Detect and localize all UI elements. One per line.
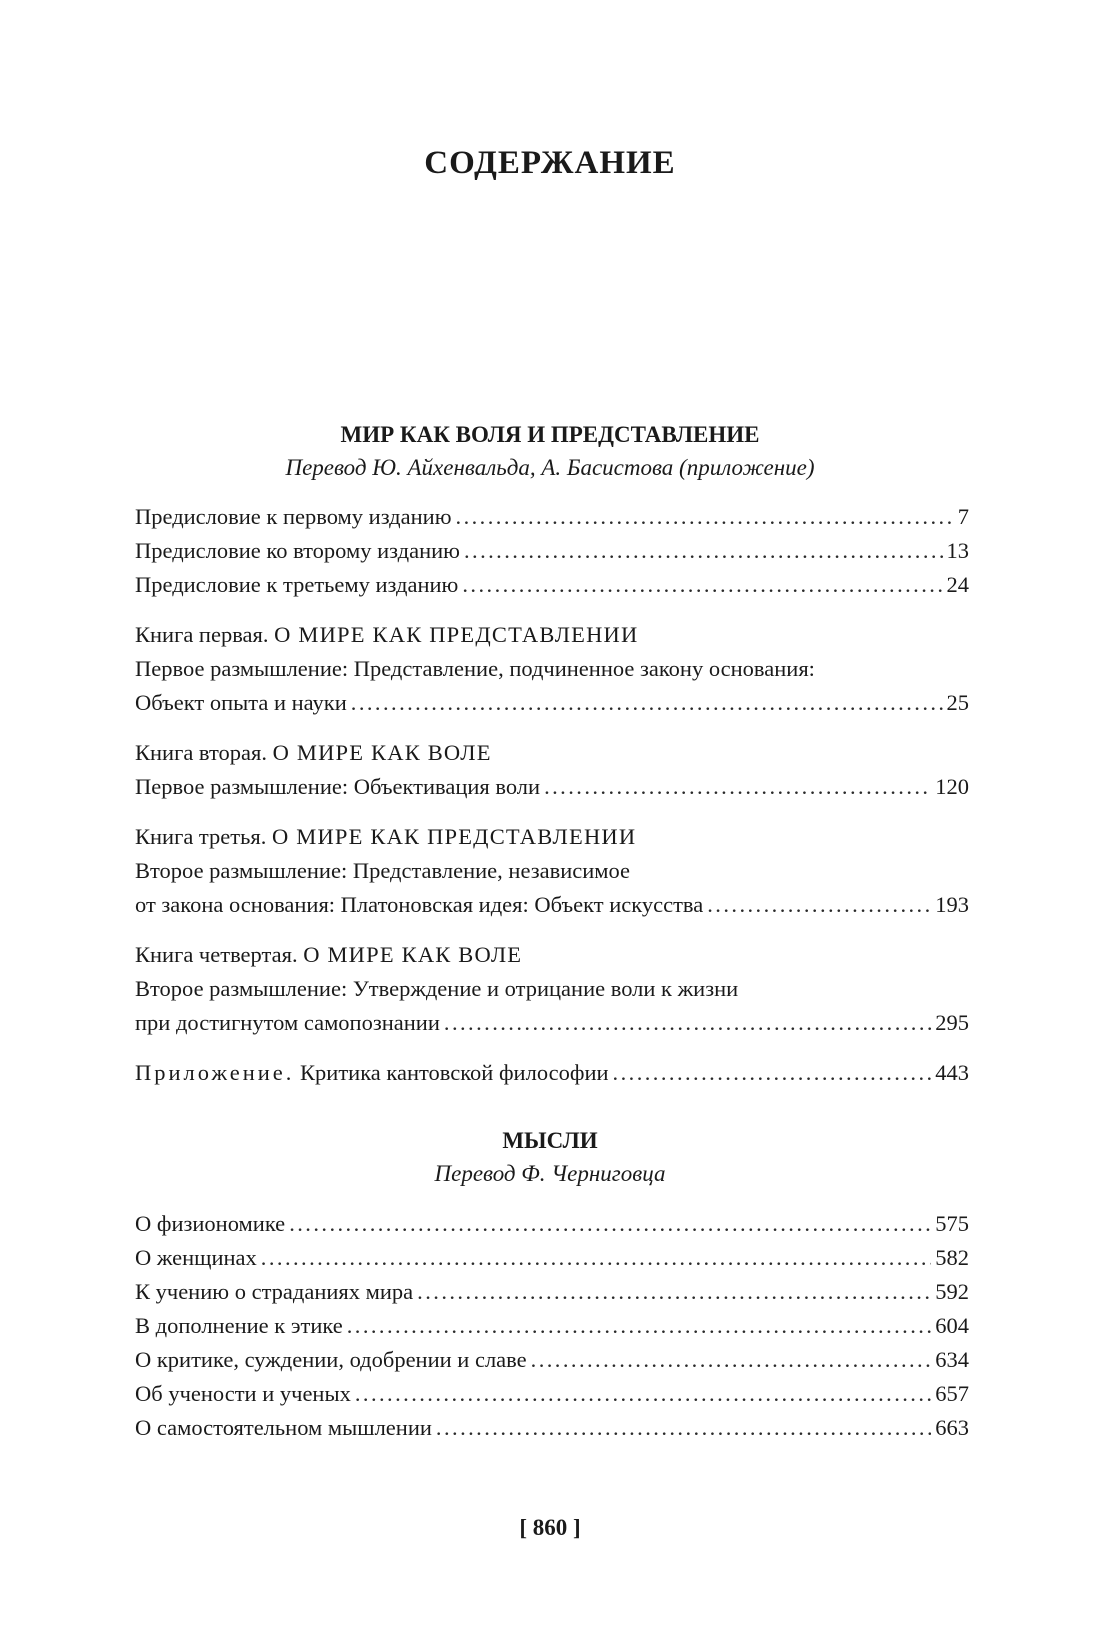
toc-entry[interactable] — [135, 1275, 969, 1309]
leader-dots — [261, 1241, 931, 1275]
toc-entry-title — [135, 1056, 609, 1090]
leader-dots — [544, 770, 931, 804]
toc-entry-title: О физиономике — [135, 1211, 286, 1236]
toc-entry-title: Об учености и ученых — [135, 1381, 351, 1406]
toc-entry-page: 634 — [935, 1347, 969, 1372]
toc-entry-title: Первое размышление: Объективация воли — [135, 774, 541, 799]
leader-dots — [355, 1377, 931, 1411]
book-heading — [135, 736, 969, 770]
toc-entry-page: 24 — [946, 572, 969, 597]
toc-entry[interactable] — [135, 1309, 969, 1343]
book-heading — [135, 618, 969, 652]
toc-entry[interactable] — [135, 686, 969, 720]
toc-entry-line: Первое размышление: Представление, подчиненное закону основания: — [135, 656, 815, 681]
leader-dots — [289, 1207, 931, 1241]
section-translator: Перевод Ф. Черниговца — [434, 1161, 666, 1186]
appendix-title: Критика кантовской философии — [300, 1060, 609, 1085]
toc-entry[interactable] — [135, 1006, 969, 1040]
toc-entry-page: 663 — [935, 1415, 969, 1440]
toc-entry-title: О женщинах — [135, 1245, 257, 1270]
toc-entry-title: Предисловие к третьему изданию — [135, 572, 459, 597]
toc-entry[interactable] — [135, 1207, 969, 1241]
toc-entry-title: О критике, суждении, одобрении и славе — [135, 1347, 527, 1372]
leader-dots — [531, 1343, 932, 1377]
leader-dots — [347, 1309, 932, 1343]
toc-entry-page: 443 — [935, 1060, 969, 1085]
toc-entry[interactable] — [135, 500, 969, 534]
toc-entry[interactable] — [135, 1343, 969, 1377]
toc-entry-line: Второе размышление: Представление, независимое — [135, 858, 631, 883]
appendix-label: Приложение. — [135, 1060, 295, 1085]
toc-entry-title: Предисловие ко второму изданию — [135, 538, 460, 563]
leader-dots — [462, 568, 942, 602]
book-label: Книга первая. — [135, 622, 269, 647]
book-title: О МИРЕ КАК ВОЛЕ — [272, 740, 492, 765]
toc-entry-line: Второе размышление: Утверждение и отрицание воли к жизни — [135, 976, 739, 1001]
section-translator: Перевод Ю. Айхенвальда, А. Басистова (приложение) — [285, 455, 815, 480]
toc-entry-title: К учению о страданиях мира — [135, 1279, 414, 1304]
book-heading — [135, 820, 969, 854]
toc-entry-title: Предисловие к первому изданию — [135, 504, 452, 529]
toc-entry-title: О самостоятельном мышлении — [135, 1415, 432, 1440]
section-heading-world-as-will: МИР КАК ВОЛЯ И ПРЕДСТАВЛЕНИЕ — [340, 422, 760, 447]
leader-dots — [613, 1056, 932, 1090]
page-title: СОДЕРЖАНИЕ — [424, 145, 676, 181]
toc-entry-title: от закона основания: Платоновская идея: Объект искусства — [135, 892, 704, 917]
leader-dots — [436, 1411, 931, 1445]
toc-entry-page: 604 — [935, 1313, 969, 1338]
leader-dots — [456, 500, 954, 534]
toc-entry-title: Объект опыта и науки — [135, 690, 347, 715]
leader-dots — [417, 1275, 931, 1309]
toc-entry-page: 25 — [946, 690, 969, 715]
toc-entry-page: 582 — [935, 1245, 969, 1270]
toc-entry-page: 193 — [935, 892, 969, 917]
toc-entry-page: 575 — [935, 1211, 969, 1236]
book-heading — [135, 938, 969, 972]
leader-dots — [464, 534, 943, 568]
toc-entry[interactable] — [135, 1241, 969, 1275]
toc-entry[interactable] — [135, 534, 969, 568]
book-label: Книга вторая. — [135, 740, 267, 765]
leader-dots — [351, 686, 943, 720]
toc-entry-page: 295 — [935, 1010, 969, 1035]
toc-entry-page: 7 — [957, 504, 969, 529]
toc-entry[interactable] — [135, 770, 969, 804]
toc-entry[interactable] — [135, 888, 969, 922]
toc-entry-page: 592 — [935, 1279, 969, 1304]
toc-entry-title: В дополнение к этике — [135, 1313, 343, 1338]
book-title: О МИРЕ КАК ВОЛЕ — [303, 942, 523, 967]
toc-entry-title: при достигнутом самопознании — [135, 1010, 440, 1035]
book-title: О МИРЕ КАК ПРЕДСТАВЛЕНИИ — [274, 622, 639, 647]
page-number: [ 860 ] — [519, 1515, 581, 1540]
book-label: Книга четвертая. — [135, 942, 298, 967]
leader-dots — [444, 1006, 931, 1040]
toc-entry[interactable] — [135, 1411, 969, 1445]
section-heading-thoughts: МЫСЛИ — [502, 1128, 598, 1153]
toc-entry[interactable] — [135, 568, 969, 602]
toc-entry-page: 657 — [935, 1381, 969, 1406]
toc-entry[interactable] — [135, 1377, 969, 1411]
leader-dots — [707, 888, 931, 922]
toc-entry-appendix[interactable] — [135, 1056, 969, 1090]
toc-entry-page: 13 — [946, 538, 969, 563]
book-label: Книга третья. — [135, 824, 267, 849]
toc-entry-page: 120 — [935, 774, 969, 799]
book-title: О МИРЕ КАК ПРЕДСТАВЛЕНИИ — [271, 824, 637, 849]
